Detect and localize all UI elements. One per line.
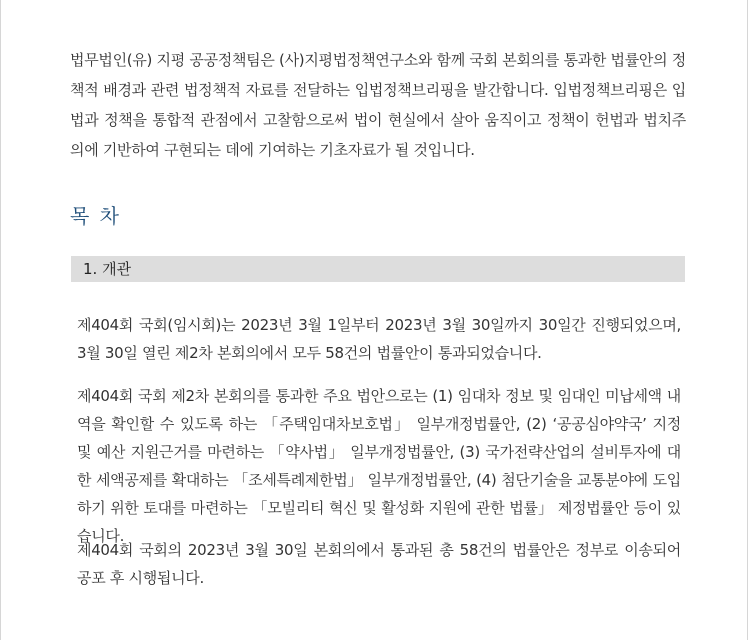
section-heading: 1. 개관 [71, 256, 685, 282]
body-paragraph-3: 제404회 국회의 2023년 3월 30일 본회의에서 통과된 총 58건의 법률안은 정부로 이송되어 공포 후 시행됩니다. [77, 541, 681, 587]
body-paragraph-2: 제404회 국회 제2차 본회의를 통과한 주요 법안으로는 (1) 임대차 정보 및 임대인 미납세액 내역을 확인할 수 있도록 하는 「주택임대차보호법」 일부개정법률안, (2) ‘공공심야약국’ 지정 및 예산 지원근거를 마련하는 「약사법」 일부개정법률안, (3) 국가전략산업의 설비투자에 대한 세액공제를 확대하는 「조세특례제한법」 일부개정법률안, (4) 첨단기술을 교통분야에 도입하기 위한 토대를 마련하는 「모빌리티 혁신 및 활성화 지원에 관한 법률」 제정법률안 등이 있습니다. [77, 387, 681, 545]
toc-title: 목 차 [70, 204, 121, 228]
body-paragraph-1: 제404회 국회(임시회)는 2023년 3월 1일부터 2023년 3월 30일까지 30일간 진행되었으며, 3월 30일 열린 제2차 본회의에서 모두 58건의 법률안이 통과되었습니다. [77, 316, 681, 362]
intro-paragraph: 법무법인(유) 지평 공공정책팀은 (사)지평법정책연구소와 함께 국회 본회의를 통과한 법률안의 정책적 배경과 관련 법정책적 자료를 전달하는 입법정책브리핑을 발간합니다. 입법정책브리핑은 입법과 정책을 통합적 관점에서 고찰함으로써 법이 현실에서 살아 움직이고 정책이 헌법과 법치주의에 기반하여 구현되는 데에 기여하는 기초자료가 될 것입니다. [70, 51, 686, 159]
